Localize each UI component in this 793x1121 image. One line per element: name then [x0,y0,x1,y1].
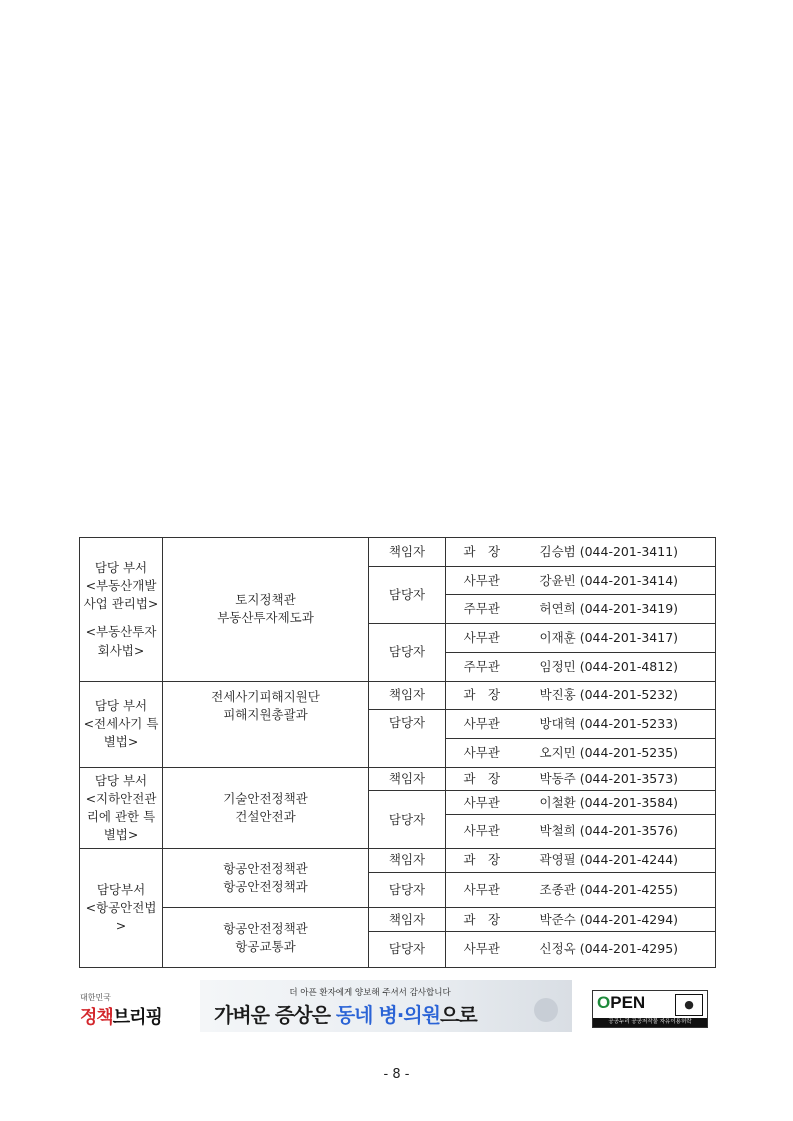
phone-number: (044-201-4294) [579,911,679,927]
person-name: 이철환 [539,794,576,810]
role-cell: 담당자 [369,710,446,767]
title-cell: 사무관 [446,815,518,849]
person-name: 곽영필 [539,852,576,868]
campaign-banner [200,980,572,1032]
dept-cell [80,538,163,682]
title-cell: 사무관 [446,932,518,968]
open-logo-text [597,993,645,1013]
banner-illustration-icon [534,998,558,1022]
division-cell [163,538,369,682]
contact-cell [518,710,716,739]
phone-number: (044-201-5235) [579,744,679,760]
phone-number: (044-201-3573) [579,771,679,787]
law-name: <전세사기 특별법> [83,716,159,750]
brand-name-rest: 브리핑 [112,1007,162,1028]
phone-number: (044-201-3417) [579,630,679,645]
dept-label: 담당부서 [96,881,146,897]
open-logo-rest: PEN [610,993,646,1012]
contact-cell [518,681,716,710]
contact-cell [518,595,716,624]
person-name: 박철희 [539,823,576,839]
contact-cell [518,767,716,791]
dept-cell [80,848,163,967]
license-caption: 공공누리 공공저작물 자유이용허락 [593,1018,707,1027]
person-name: 방대혁 [539,716,576,732]
phone-number: (044-201-3576) [579,823,679,839]
title-cell: 사무관 [446,566,518,595]
title-cell: 주무관 [446,595,518,624]
phone-number: (044-201-3411) [579,543,679,559]
attribution-icon: ● [675,994,703,1016]
division-name: 피해지원총괄과 [223,706,308,722]
division-name: 부동산투자제도과 [217,610,314,626]
brand-name [80,1007,162,1028]
banner-headline-part: 으로 [440,1003,477,1027]
phone-number: (044-201-4812) [579,658,679,674]
title-cell: 과 장 [446,908,518,932]
contact-cell [518,848,716,872]
phone-number: (044-201-4255) [579,881,679,897]
role-cell: 담당자 [369,624,446,681]
phone-number: (044-201-5232) [579,687,679,703]
title-cell: 과 장 [446,767,518,791]
role-cell: 책임자 [369,908,446,932]
role-cell: 담당자 [369,791,446,848]
division-cell [163,767,369,848]
role-cell: 책임자 [369,681,446,710]
law-name: <부동산개발 사업 관리법> [83,578,159,612]
phone-number: (044-201-4244) [579,852,679,868]
person-name: 신정옥 [539,941,576,957]
dept-cell [80,681,163,767]
division-name: 항공안전정책과 [223,879,308,895]
dept-cell [80,767,163,848]
title-cell: 주무관 [446,652,518,681]
person-name: 조종관 [539,881,576,897]
kogl-open-license-badge [592,990,708,1028]
dept-label: 담당 부서 [94,698,148,714]
person-name: 허연희 [539,601,576,617]
law-name: <지하안전관 리에 관한 특별법> [85,790,157,843]
person-name: 박동주 [539,771,576,787]
title-cell: 사무관 [446,624,518,653]
title-cell: 과 장 [446,681,518,710]
division-cell [163,681,369,767]
banner-subtitle: 더 아픈 환자에게 양보해 주셔서 감사합니다 [289,988,451,998]
phone-number: (044-201-4295) [579,941,679,957]
phone-number: (044-201-3419) [579,601,679,617]
contact-cell [518,652,716,681]
person-name: 박진홍 [539,687,576,703]
person-name: 임정민 [539,658,576,674]
table-row [80,908,716,932]
role-cell: 책임자 [369,538,446,567]
contact-cell [518,815,716,849]
office-name: 항공안전정책관 [223,861,308,877]
division-cell [163,848,369,908]
table-row [80,538,716,567]
contact-cell [518,739,716,768]
title-cell: 사무관 [446,739,518,768]
title-cell: 과 장 [446,848,518,872]
banner-headline [214,999,477,1028]
brand-small-text: 대한민국 [80,993,111,1002]
title-cell: 사무관 [446,872,518,908]
footer [0,980,793,1032]
contact-cell [518,624,716,653]
role-cell: 담당자 [369,566,446,623]
law-name: <부동산투자 회사법> [85,624,157,658]
table-row [80,681,716,710]
page-number: - 8 - [383,1067,410,1082]
phone-number: (044-201-3584) [579,794,679,810]
dept-label: 담당 부서 [94,772,148,788]
dept-label: 담당 부서 [94,560,148,576]
title-cell: 사무관 [446,710,518,739]
brand-name-red: 정책 [80,1007,113,1028]
contact-cell [518,872,716,908]
office-name: 기술안전정책관 [223,790,308,806]
table-row [80,848,716,872]
phone-number: (044-201-3414) [579,572,679,588]
open-logo-o: O [597,993,611,1012]
office-name: 토지정책관 [235,592,296,608]
banner-headline-highlight: 동네 병·의원 [335,1003,441,1027]
banner-headline-part: 가벼운 증상은 [214,1003,336,1027]
office-name: 항공안전정책관 [223,920,308,936]
contact-cell [518,932,716,968]
phone-number: (044-201-5233) [579,716,679,732]
person-name: 박준수 [539,911,576,927]
table-row [80,767,716,791]
division-cell [163,908,369,968]
division-name: 항공교통과 [235,938,296,954]
title-cell: 과 장 [446,538,518,567]
contact-table [79,537,716,968]
contact-cell [518,908,716,932]
office-name: 전세사기피해지원단 [211,688,320,704]
role-cell: 책임자 [369,848,446,872]
title-cell: 사무관 [446,791,518,815]
person-name: 이재훈 [539,630,576,645]
policy-briefing-logo [80,992,180,1029]
contact-cell [518,791,716,815]
person-name: 오지민 [539,744,576,760]
role-cell: 담당자 [369,932,446,968]
person-name: 김승범 [539,543,576,559]
contact-cell [518,566,716,595]
contact-cell [518,538,716,567]
role-cell: 책임자 [369,767,446,791]
division-name: 건설안전과 [235,808,296,824]
role-cell: 담당자 [369,872,446,908]
person-name: 강윤빈 [539,572,576,588]
law-name: <항공안전법> [85,899,157,934]
